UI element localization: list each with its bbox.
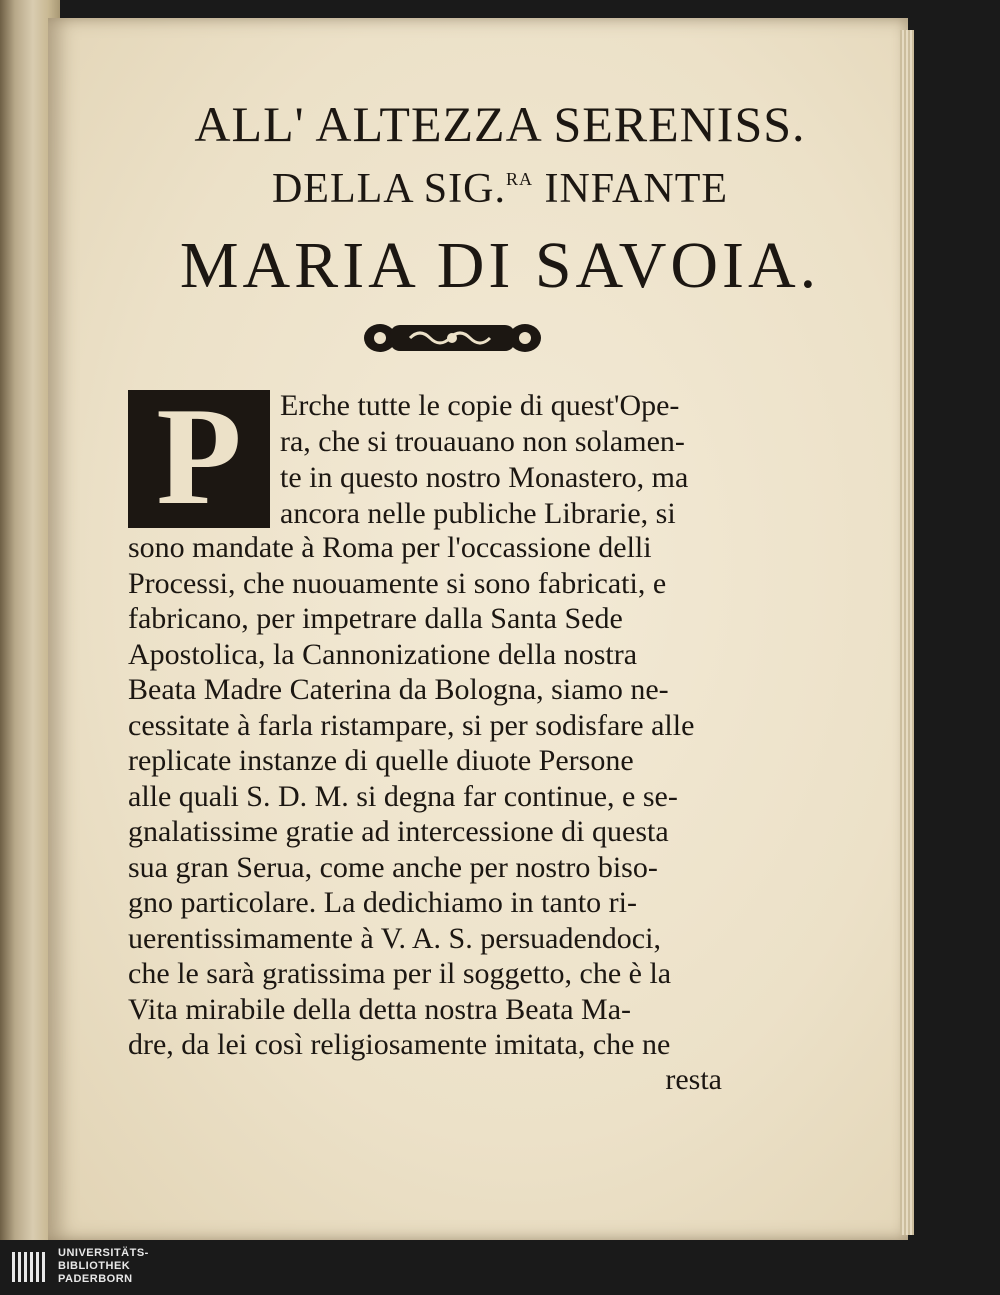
text-line-indented: ancora nelle publiche Librarie, si: [280, 497, 676, 530]
logo-line: PADERBORN: [58, 1273, 133, 1285]
text-line: uerentissimamente à V. A. S. persuadendoci,: [128, 921, 661, 955]
dedication-line-2-superscript: RA: [505, 169, 533, 189]
text-line: Vita mirabile della detta nostra Beata Ma-: [128, 992, 631, 1026]
library-logo-text: [58, 1247, 149, 1286]
floral-ornament-icon: [360, 315, 545, 361]
text-line: Processi, che nuouamente si sono fabricati, e: [128, 566, 667, 600]
text-line: fabricano, per impetrare dalla Santa Sede: [128, 602, 623, 635]
text-line-indented: ra, che si trouauano non solamen-: [280, 425, 685, 458]
text-line: alle quali S. D. M. si degna far continue, e se-: [128, 779, 678, 813]
text-line: gno particolare. La dedichiamo in tanto ri-: [128, 886, 637, 919]
footer-bar: [0, 1240, 1000, 1295]
library-logo-icon: [12, 1248, 50, 1286]
dedication-line-3: MARIA DI SAVOIA.: [179, 229, 821, 302]
logo-line: UNIVERSITÄTS-: [58, 1247, 149, 1259]
text-line: che le sarà gratissima per il soggetto, che è la: [128, 957, 672, 990]
dedication-line-2-main: DELLA SIG.: [271, 166, 506, 212]
text-line: Beata Madre Caterina da Bologna, siamo ne-: [128, 673, 669, 706]
decorated-initial: [128, 379, 270, 534]
logo-line: BIBLIOTHEK: [58, 1260, 131, 1272]
text-line-indented: Erche tutte le copie di quest'Ope-: [280, 389, 680, 422]
text-line-indented: te in questo nostro Monastero, ma: [280, 461, 689, 494]
dedication-line-2-end: INFANTE: [532, 166, 729, 212]
text-line: gnalatissime gratie ad intercessione di questa: [128, 815, 669, 848]
text-line: Apostolica, la Cannonizatione della nostra: [128, 637, 638, 671]
decorated-initial-letter: P: [156, 379, 242, 534]
text-line: sono mandate à Roma per l'occassione delli: [128, 531, 652, 564]
dedication-line-1: ALL' ALTEZZA SERENISS.: [194, 96, 806, 152]
text-line: replicate instanze di quelle diuote Persone: [128, 744, 634, 777]
text-line: dre, da lei così religiosamente imitata, che ne: [128, 1028, 671, 1061]
text-line: sua gran Serua, come anche per nostro biso-: [128, 850, 658, 884]
catchword: resta: [665, 1063, 722, 1096]
dedication-line-2: [0, 165, 1000, 213]
text-line: cessitate à farla ristampare, si per sodisfare alle: [128, 708, 695, 742]
